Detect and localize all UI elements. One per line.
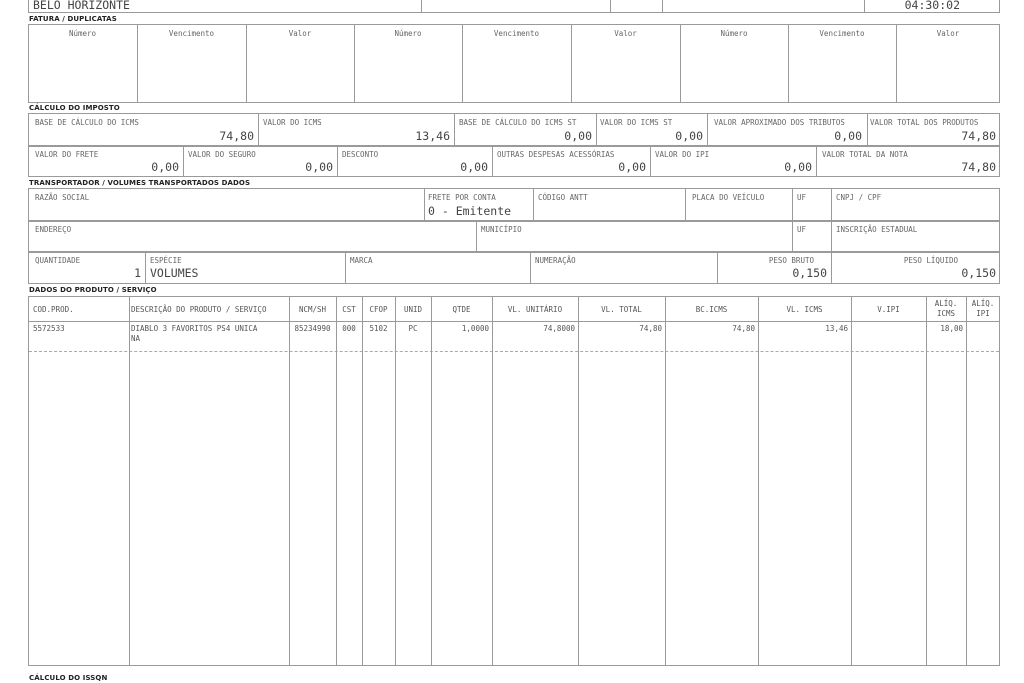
table-row-ncm: 85234990: [294, 324, 331, 333]
total-produtos-value: 74,80: [961, 129, 996, 143]
frete-value: 0,00: [151, 160, 179, 174]
base-icms-value: 74,80: [219, 129, 254, 143]
base-icms-label: BASE DE CÁLCULO DO ICMS: [35, 118, 139, 127]
desconto-label: DESCONTO: [342, 150, 379, 159]
city-value: BELO HORIZONTE: [33, 0, 130, 12]
col-header-ncm: NCM/SH: [298, 305, 327, 314]
valor-icms-value: 13,46: [415, 129, 450, 143]
especie-label: ESPÉCIE: [150, 256, 182, 265]
col-header-aliq-ipi-2: IPI: [976, 309, 990, 318]
fatura-col-numero-2: Número: [394, 29, 422, 38]
col-header-vtotal: VL. TOTAL: [601, 305, 642, 314]
total-produtos-label: VALOR TOTAL DOS PRODUTOS: [870, 118, 979, 127]
fatura-col-vencimento-2: Vencimento: [493, 29, 540, 38]
col-header-cod: COD.PROD.: [33, 305, 74, 314]
table-row-vicms: 13,46: [825, 324, 848, 333]
total-nota-label: VALOR TOTAL DA NOTA: [822, 150, 908, 159]
frete-conta-value: 0 - Emitente: [428, 204, 512, 218]
produtos-section-title: DADOS DO PRODUTO / SERVIÇO: [29, 286, 157, 294]
table-row-cst: 000: [342, 324, 356, 333]
table-row-aliq-icms: 18,00: [940, 324, 963, 333]
fatura-col-vencimento-1: Vencimento: [168, 29, 215, 38]
peso-liquido-value: 0,150: [961, 266, 996, 280]
aprox-tributos-value: 0,00: [834, 129, 862, 143]
fatura-col-vencimento-3: Vencimento: [819, 29, 865, 38]
placa-label: PLACA DO VEÍCULO: [692, 193, 765, 202]
col-header-bcicms: BC.ICMS: [695, 305, 728, 314]
frete-label: VALOR DO FRETE: [35, 150, 99, 159]
ie-label: INSCRIÇÃO ESTADUAL: [836, 225, 918, 234]
col-header-cst: CST: [342, 305, 356, 314]
outras-value: 0,00: [618, 160, 646, 174]
imposto-section-title: CÁLCULO DO IMPOSTO: [29, 104, 120, 112]
table-row-cod: 5572533: [33, 324, 65, 333]
col-header-cfop: CFOP: [369, 305, 388, 314]
peso-bruto-value: 0,150: [792, 266, 827, 280]
time-value: 04:30:02: [904, 0, 960, 12]
base-icms-st-value: 0,00: [564, 129, 592, 143]
col-header-desc: DESCRIÇÃO DO PRODUTO / SERVIÇO: [131, 305, 267, 314]
table-row-unid: PC: [408, 324, 418, 333]
aprox-tributos-label: VALOR APROXIMADO DOS TRIBUTOS: [714, 118, 845, 127]
table-row-cfop: 5102: [369, 324, 388, 333]
table-row-desc-line2: NA: [131, 334, 141, 343]
col-header-aliq-ipi-1: ALÍQ.: [971, 299, 995, 308]
col-header-vunit: VL. UNITÁRIO: [507, 305, 563, 314]
table-row-bcicms: 74,80: [732, 324, 755, 333]
peso-liquido-label: PESO LÍQUIDO: [903, 256, 958, 265]
valor-icms-st-label: VALOR DO ICMS ST: [600, 118, 673, 127]
desconto-value: 0,00: [460, 160, 488, 174]
valor-icms-st-value: 0,00: [675, 129, 703, 143]
issqn-section-title: CÁLCULO DO ISSQN: [29, 674, 108, 682]
table-row-vtotal: 74,80: [639, 324, 662, 333]
cnpj-label: CNPJ / CPF: [836, 193, 882, 202]
col-header-unid: UNID: [403, 305, 423, 314]
table-row-desc-line1: DIABLO 3 FAVORITOS PS4 UNICA: [131, 324, 258, 333]
endereco-label: ENDEREÇO: [35, 225, 72, 234]
seguro-label: VALOR DO SEGURO: [188, 150, 256, 159]
uf2-label: UF: [797, 225, 807, 234]
outras-label: OUTRAS DESPESAS ACESSÓRIAS: [497, 150, 615, 159]
numeracao-label: NUMERAÇÃO: [535, 256, 576, 265]
valor-icms-label: VALOR DO ICMS: [263, 118, 322, 127]
transportador-section-title: TRANSPORTADOR / VOLUMES TRANSPORTADOS DADOS: [29, 179, 251, 187]
col-header-qtde: QTDE: [452, 305, 471, 314]
fatura-col-valor-1: Valor: [288, 29, 312, 38]
ipi-label: VALOR DO IPI: [655, 150, 710, 159]
fatura-col-numero-3: Número: [720, 29, 748, 38]
especie-value: VOLUMES: [150, 266, 199, 280]
seguro-value: 0,00: [305, 160, 333, 174]
fatura-section-title: FATURA / DUPLICATAS: [29, 15, 117, 23]
fatura-col-valor-2: Valor: [614, 29, 637, 38]
col-header-aliq-icms-1: ALÍQ.: [934, 299, 958, 308]
col-header-vipi: V.IPI: [877, 305, 900, 314]
table-row-qtde: 1,0000: [461, 324, 489, 333]
frete-conta-label: FRETE POR CONTA: [428, 193, 496, 202]
quantidade-label: QUANTIDADE: [35, 256, 81, 265]
marca-label: MARCA: [350, 256, 373, 265]
fatura-col-numero-1: Número: [68, 29, 97, 38]
base-icms-st-label: BASE DE CÁLCULO DO ICMS ST: [459, 118, 577, 127]
table-row-vunit: 74,8000: [543, 324, 575, 333]
ipi-value: 0,00: [784, 160, 812, 174]
header-strip: [28, 0, 1000, 13]
quantidade-value: 1: [134, 266, 141, 280]
col-header-aliq-icms-2: ICMS: [936, 309, 956, 318]
uf1-label: UF: [797, 193, 807, 202]
total-nota-value: 74,80: [961, 160, 996, 174]
antt-label: CÓDIGO ANTT: [538, 193, 588, 202]
peso-bruto-label: PESO BRUTO: [768, 256, 814, 265]
fatura-col-valor-3: Valor: [936, 29, 960, 38]
razao-social-label: RAZÃO SOCIAL: [35, 193, 90, 202]
municipio-label: MUNICÍPIO: [481, 225, 522, 234]
col-header-vicms: VL. ICMS: [786, 305, 823, 314]
